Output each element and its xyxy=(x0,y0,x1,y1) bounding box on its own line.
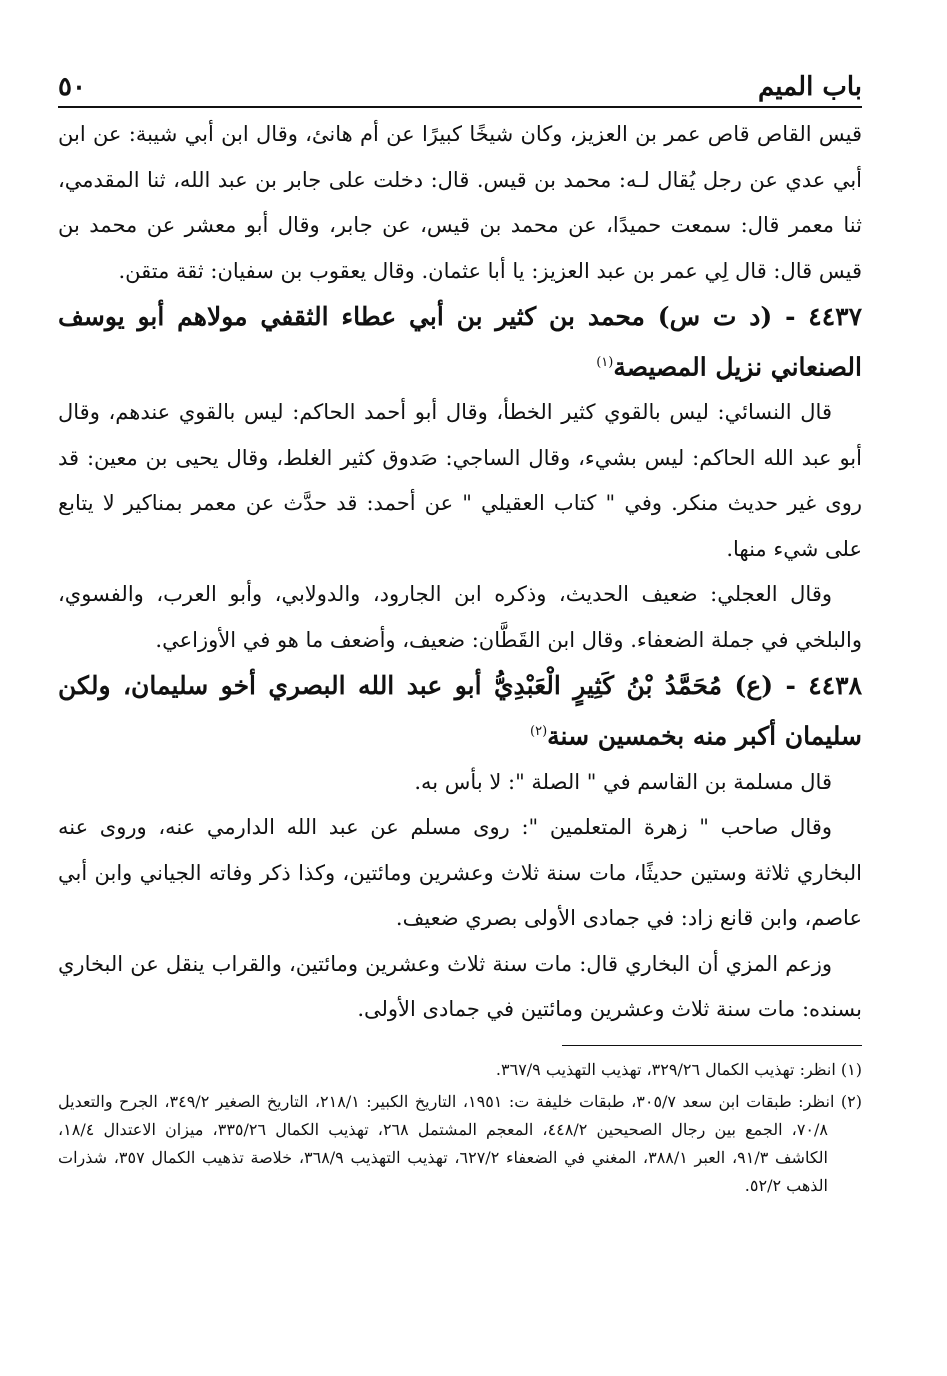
footnote-2: (٢) انظر: طبقات ابن سعد ٣٠٥/٧، طبقات خليفة ت: ١٩٥١، التاريخ الكبير: ٢١٨/١، التاريخ الصغير ٣٤٩/٢، الجرح والتعديل ٧٠/٨، الجمع بين رجال الصحيحين ٤٤٨/٢، المعجم المشتمل ٢٦٨، تهذيب الكمال ٣٣٥/٢٦، ميزان الاعتدال ١٨/٤، الكاشف ٩١/٣، العبر ٣٨٨/١، المغني في الضعفاء ٦٢٧/٢، تهذيب التهذيب ٣٦٨/٩، خلاصة تذهيب الكمال ٣٥٧، شذرات الذهب ٥٢/٢. xyxy=(58,1091,862,1195)
entry-heading-4437-text: ٤٤٣٧ - (د ت س) محمد بن كثير بن أبي عطاء الثقفي مولاهم أبو يوسف الصنعاني نزيل المصيصة xyxy=(58,302,862,382)
paragraph-zahrat: وقال صاحب " زهرة المتعلمين ": روى مسلم عن عبد الله الدارمي عنه، وروى عنه البخاري ثلاثة وستين حديثًا، مات سنة ثلاث وعشرين ومائتين، وكذا ذكر وفاته الجياني وابن أبي عاصم، وابن قانع زاد: في جمادى الأولى بصري ضعيف. xyxy=(58,815,862,931)
paragraph-mizzi: وزعم المزي أن البخاري قال: مات سنة ثلاث وعشرين ومائتين، والقراب ينقل عن البخاري بسنده: مات سنة ثلاث وعشرين ومائتين في جمادى الأولى. xyxy=(58,951,862,1022)
entry-heading-4438 xyxy=(58,663,862,759)
page-header xyxy=(58,62,862,108)
paragraph-ijli: وقال العجلي: ضعيف الحديث، وذكره ابن الجارود، والدولابي، وأبو العرب، والفسوي، والبلخي في جملة الضعفاء. وقال ابن القَطَّان: ضعيف، وأضعف ما هو في الأوزاعي. xyxy=(58,582,862,652)
entry-heading-4437 xyxy=(58,294,862,390)
paragraph-nasai: قال النسائي: ليس بالقوي كثير الخطأ، وقال أبو أحمد الحاكم: ليس بالقوي عندهم، وقال أبو عبد الله الحاكم: ليس بشيء، وقال الساجي: صَدوق كثير الغلط، وقال يحيى بن معين: قد روى غير حديث منكر. وفي " كتاب العقيلي " عن أحمد: قد حدَّث عن معمر بمناكير لا يتابع على شيء منها. xyxy=(58,400,862,561)
footnote-divider xyxy=(562,1045,862,1046)
footnote-ref-1[interactable]: (١) xyxy=(596,355,614,370)
page-number: ٥٠ xyxy=(58,72,86,102)
footnotes xyxy=(58,1056,862,1200)
main-text xyxy=(58,112,862,1033)
book-page xyxy=(58,62,862,1352)
paragraph-maslama: قال مسلمة بن القاسم في " الصلة ": لا بأس به. xyxy=(414,769,832,794)
paragraph-continuation: قيس القاص قاص عمر بن العزيز، وكان شيخًا كبيرًا عن أم هانئ، وقال ابن أبي شيبة: عن ابن أبي عدي عن رجل يُقال لـه: محمد بن قيس. قال: دخلت على جابر بن عبد الله، ثنا المقدمي، ثنا معمر قال: سمعت حميدًا، عن محمد بن قيس، عن جابر، وقال أبو معشر عن محمد بن قيس قال: قال لِي عمر بن عبد العزيز: يا أبا عثمان. وقال يعقوب بن سفيان: ثقة متقن. xyxy=(58,122,862,283)
footnote-ref-2[interactable]: (٢) xyxy=(530,724,548,740)
entry-heading-4438-text: ٤٤٣٨ - (ع) مُحَمَّدُ بْنُ كَثِيرٍ الْعَبْدِيُّ أبو عبد الله البصري أخو سليمان، ولكن سليمان أكبر منه بخمسين سنة xyxy=(58,671,862,751)
chapter-title: باب الميم xyxy=(757,72,862,102)
footnote-1: (١) انظر: تهذيب الكمال ٣٢٩/٢٦، تهذيب التهذيب ٣٦٧/٩. xyxy=(495,1059,862,1079)
